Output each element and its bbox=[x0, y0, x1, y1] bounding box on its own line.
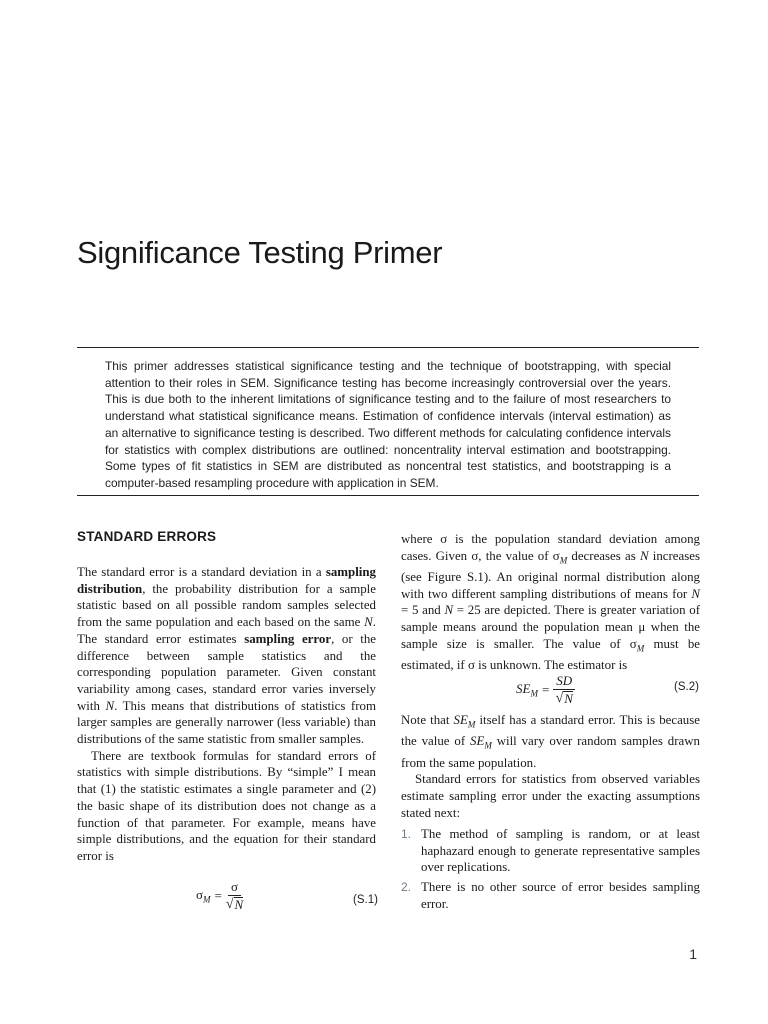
eq-s1-fraction bbox=[226, 880, 243, 912]
right-paragraph-3: Standard errors for statistics from observed variables estimate sampling error under the exacting assumptions stated next: bbox=[401, 772, 700, 820]
symbol-n: N bbox=[444, 603, 454, 618]
right-column bbox=[401, 531, 700, 674]
text-run: increases (see Figure S.1). An original normal distribution along with two different sampling distributions of means for bbox=[401, 548, 700, 601]
list-item bbox=[401, 826, 700, 876]
text-run: = 5 and bbox=[401, 603, 445, 618]
text-run: , or the difference between sample statistics and the corresponding population parameter. Given constant variability among cases, standard error varies inversely with bbox=[77, 631, 377, 713]
equation-s2 bbox=[516, 668, 575, 712]
text-run: itself has a standard error. This is because the value of bbox=[401, 713, 700, 749]
abstract-top-rule bbox=[77, 347, 699, 348]
eq-s2-fraction bbox=[553, 674, 575, 706]
sqrt-icon: √ bbox=[225, 897, 234, 912]
symbol-n: N bbox=[364, 615, 373, 630]
page-number: 1 bbox=[689, 946, 697, 962]
text-run: , the probability distribution for a sample statistic based on all possible random samples selected from the same population and each based on the same bbox=[77, 581, 376, 630]
text-run: where σ is the population standard deviation among cases. Given σ, the value of σ bbox=[401, 532, 700, 563]
page-title: Significance Testing Primer bbox=[77, 234, 443, 270]
eq-s2-equals: = bbox=[541, 682, 550, 697]
abstract-bottom-rule bbox=[77, 495, 699, 496]
left-paragraph-2: There are textbook formulas for standard errors of statistics with simple distributions. By “simple” I mean that (1) the statistic estimates a single parameter and (2) the basic shape of its distribution does not change as a function of that parameter. For example, means have simple distributions, and the equation for their standard error is bbox=[77, 748, 376, 863]
list-text: There is no other source of error besides sampling error. bbox=[421, 880, 700, 911]
text-run: The standard error is a standard deviation in a bbox=[77, 565, 326, 579]
list-item bbox=[401, 879, 700, 912]
symbol-n: N bbox=[639, 548, 649, 563]
eq-s2-lhs: $SE_M$ bbox=[516, 681, 538, 699]
symbol-n: N bbox=[691, 586, 700, 601]
term-sampling-distribution: sampling distribution bbox=[77, 565, 376, 596]
text-run: will vary over random samples drawn from the same population. bbox=[401, 734, 700, 770]
list-number: 2. bbox=[401, 880, 412, 895]
right-paragraph-1 bbox=[401, 531, 700, 674]
text-run: must be estimated, if σ is unknown. The estimator is bbox=[401, 636, 700, 673]
list-number: 1. bbox=[401, 827, 412, 841]
assumptions-list bbox=[401, 826, 700, 916]
list-text: The method of sampling is random, or at least haphazard enough to generate representative samples over replications. bbox=[421, 827, 700, 875]
left-paragraph-1 bbox=[77, 564, 376, 748]
symbol-se: SE bbox=[470, 734, 485, 749]
right-column-continued bbox=[401, 712, 700, 821]
text-run: = 25 are depicted. There is greater variation of sample means around the population mean μ when the sample size is smaller. The value of σ bbox=[401, 603, 700, 651]
eq-s2-numerator: SD bbox=[553, 674, 575, 690]
text-run: decreases as bbox=[567, 548, 640, 563]
eq-s1-equals: = bbox=[214, 888, 222, 903]
eq-s1-lhs: $\sigma_M$ bbox=[196, 887, 211, 905]
equation-s2-label: (S.2) bbox=[674, 681, 699, 693]
symbol-n: N bbox=[105, 698, 115, 713]
subscript: M bbox=[559, 555, 568, 566]
equation-s1 bbox=[196, 874, 243, 918]
left-column bbox=[77, 564, 376, 865]
eq-s2-denominator: √ N bbox=[555, 691, 573, 706]
right-paragraph-2 bbox=[401, 712, 700, 771]
eq-s1-numerator: σ bbox=[228, 880, 241, 896]
symbol-se: SE bbox=[453, 713, 468, 727]
sqrt-icon: √ bbox=[555, 691, 564, 706]
text-run: . The standard error estimates bbox=[77, 615, 376, 646]
text-run: . This means that distributions of statistics from larger samples are generally narrower (less variable) than distributions of the same statistic from smaller samples. bbox=[77, 698, 376, 747]
equation-s1-label: (S.1) bbox=[353, 894, 378, 906]
eq-s1-denominator: √ N bbox=[225, 897, 244, 912]
subscript: M bbox=[636, 643, 645, 654]
subscript: M bbox=[484, 740, 492, 751]
subscript: M bbox=[467, 719, 476, 730]
text-run: Note that bbox=[401, 713, 454, 727]
term-sampling-error: sampling error bbox=[244, 631, 332, 646]
section-heading: STANDARD ERRORS bbox=[77, 529, 217, 544]
abstract-text: This primer addresses statistical significance testing and the technique of bootstrapping, with special attention to their roles in SEM. Significance testing has become increasingly controversial over the years. This is due both to the inherent limitations of significance testing and to the failure of most researchers to understand what statistical significance means. Estimation of confidence intervals (interval estimation) as an alternative to significance testing is described. Two different methods for calculating confidence intervals for statistics with complex distributions are outlined: noncentrality interval estimation and bootstrapping. Some types of fit statistics in SEM are distributed as noncentral test statistics, and bootstrapping is a computer-based resampling procedure with application in SEM. bbox=[105, 359, 671, 490]
